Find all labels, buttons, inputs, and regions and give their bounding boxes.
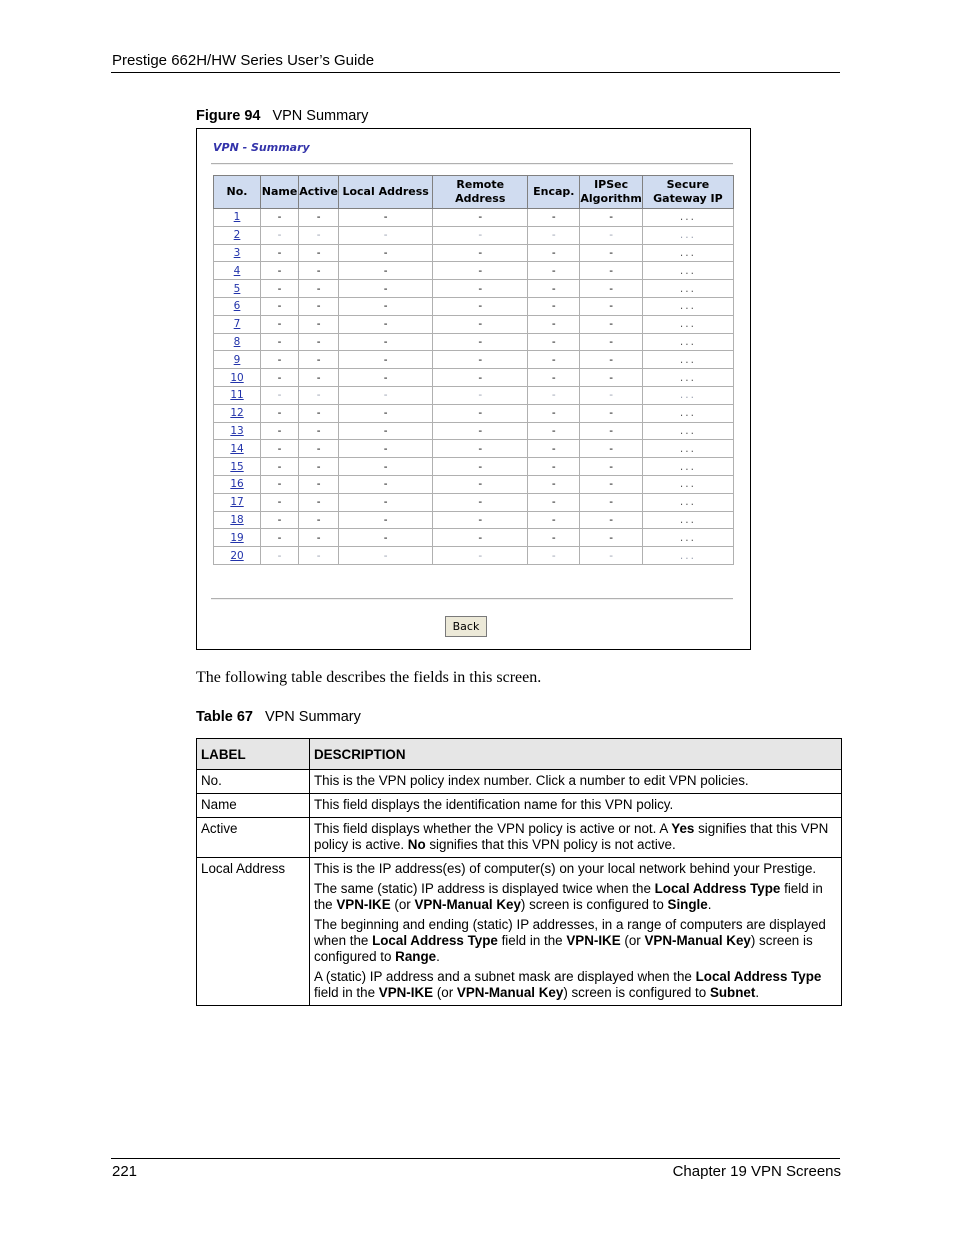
description-row xyxy=(197,794,842,818)
vpn-row xyxy=(214,386,734,404)
local-address-cell: - xyxy=(339,493,433,511)
policy-number-cell xyxy=(214,226,261,244)
remote-address-cell: - xyxy=(433,226,528,244)
col-remote-address: Remote Address xyxy=(433,176,528,209)
col-ipsec-algorithm: IPSec Algorithm xyxy=(580,176,643,209)
encap-cell: - xyxy=(528,333,580,351)
encap-cell: - xyxy=(528,529,580,547)
gateway-cell: ... xyxy=(642,475,733,493)
remote-address-cell: - xyxy=(433,458,528,476)
vpn-row xyxy=(214,404,734,422)
col-local-address: Local Address xyxy=(339,176,433,209)
local-address-cell: - xyxy=(339,333,433,351)
policy-number-link[interactable]: 1 xyxy=(233,211,241,224)
active-cell: - xyxy=(299,280,339,298)
name-cell: - xyxy=(261,529,299,547)
name-cell: - xyxy=(261,440,299,458)
policy-number-cell xyxy=(214,209,261,227)
encap-cell: - xyxy=(528,351,580,369)
encap-cell: - xyxy=(528,511,580,529)
ipsec-cell: - xyxy=(580,280,643,298)
policy-number-cell xyxy=(214,315,261,333)
vpn-row xyxy=(214,547,734,565)
active-cell: - xyxy=(299,547,339,565)
name-cell: - xyxy=(261,351,299,369)
gateway-cell: ... xyxy=(642,547,733,565)
local-address-cell: - xyxy=(339,226,433,244)
local-address-cell: - xyxy=(339,244,433,262)
vpn-row xyxy=(214,493,734,511)
policy-number-link[interactable]: 10 xyxy=(230,371,244,384)
remote-address-cell: - xyxy=(433,280,528,298)
field-label: Local Address xyxy=(197,858,310,1006)
ipsec-cell: - xyxy=(580,547,643,565)
policy-number-link[interactable]: 9 xyxy=(233,353,241,366)
policy-number-cell xyxy=(214,280,261,298)
col-no: No. xyxy=(214,176,261,209)
local-address-cell: - xyxy=(339,440,433,458)
ipsec-cell: - xyxy=(580,297,643,315)
vpn-row xyxy=(214,369,734,387)
active-cell: - xyxy=(299,209,339,227)
local-address-cell: - xyxy=(339,404,433,422)
active-cell: - xyxy=(299,404,339,422)
active-cell: - xyxy=(299,493,339,511)
policy-number-cell xyxy=(214,386,261,404)
encap-cell: - xyxy=(528,422,580,440)
vpn-summary-screenshot xyxy=(196,128,751,650)
encap-cell: - xyxy=(528,297,580,315)
screen-title: VPN - Summary xyxy=(213,141,310,154)
gateway-cell: ... xyxy=(642,386,733,404)
policy-number-cell xyxy=(214,547,261,565)
local-address-cell: - xyxy=(339,369,433,387)
encap-cell: - xyxy=(528,404,580,422)
policy-number-cell xyxy=(214,404,261,422)
local-address-cell: - xyxy=(339,297,433,315)
col-description: DESCRIPTION xyxy=(310,739,842,770)
ipsec-cell: - xyxy=(580,386,643,404)
vpn-row xyxy=(214,422,734,440)
name-cell: - xyxy=(261,458,299,476)
active-cell: - xyxy=(299,529,339,547)
ipsec-cell: - xyxy=(580,333,643,351)
policy-number-cell xyxy=(214,493,261,511)
name-cell: - xyxy=(261,386,299,404)
policy-number-cell xyxy=(214,529,261,547)
policy-number-cell xyxy=(214,351,261,369)
gateway-cell: ... xyxy=(642,333,733,351)
active-cell: - xyxy=(299,244,339,262)
encap-cell: - xyxy=(528,280,580,298)
vpn-row xyxy=(214,529,734,547)
local-address-cell: - xyxy=(339,529,433,547)
local-address-cell: - xyxy=(339,386,433,404)
gateway-cell: ... xyxy=(642,529,733,547)
ipsec-cell: - xyxy=(580,369,643,387)
gateway-cell: ... xyxy=(642,280,733,298)
name-cell: - xyxy=(261,422,299,440)
vpn-row xyxy=(214,297,734,315)
remote-address-cell: - xyxy=(433,333,528,351)
local-address-cell: - xyxy=(339,511,433,529)
encap-cell: - xyxy=(528,547,580,565)
gateway-cell: ... xyxy=(642,262,733,280)
active-cell: - xyxy=(299,333,339,351)
active-cell: - xyxy=(299,386,339,404)
name-cell: - xyxy=(261,297,299,315)
description-paragraph: This field displays the identification name for this VPN policy. xyxy=(314,797,674,812)
vpn-row xyxy=(214,262,734,280)
policy-number-cell xyxy=(214,440,261,458)
figure-caption xyxy=(196,108,368,124)
ipsec-cell: - xyxy=(580,475,643,493)
policy-number-link[interactable]: 8 xyxy=(233,335,241,348)
vpn-row xyxy=(214,440,734,458)
gateway-cell: ... xyxy=(642,369,733,387)
encap-cell: - xyxy=(528,315,580,333)
gateway-cell: ... xyxy=(642,209,733,227)
name-cell: - xyxy=(261,369,299,387)
remote-address-cell: - xyxy=(433,440,528,458)
name-cell: - xyxy=(261,262,299,280)
name-cell: - xyxy=(261,475,299,493)
remote-address-cell: - xyxy=(433,493,528,511)
field-description xyxy=(310,770,842,794)
description-paragraph: The beginning and ending (static) IP addresses, in a range of computers are displayed when the Local Address Type field in the VPN-IKE (or VPN-Manual Key) screen is configured to Range. xyxy=(314,917,826,964)
policy-number-link[interactable]: 7 xyxy=(233,318,241,331)
page-footer xyxy=(111,1158,840,1181)
vpn-row xyxy=(214,209,734,227)
gateway-cell: ... xyxy=(642,458,733,476)
col-active: Active xyxy=(299,176,339,209)
policy-number-link[interactable]: 18 xyxy=(230,513,244,526)
gateway-cell: ... xyxy=(642,440,733,458)
policy-number-cell xyxy=(214,333,261,351)
policy-number-link[interactable]: 6 xyxy=(233,300,241,313)
remote-address-cell: - xyxy=(433,262,528,280)
ipsec-cell: - xyxy=(580,262,643,280)
encap-cell: - xyxy=(528,386,580,404)
local-address-cell: - xyxy=(339,262,433,280)
description-paragraph: The same (static) IP address is displayed twice when the Local Address Type field in the VPN-IKE (or VPN-Manual Key) screen is configured to Single. xyxy=(314,881,823,912)
name-cell: - xyxy=(261,547,299,565)
vpn-row xyxy=(214,315,734,333)
remote-address-cell: - xyxy=(433,369,528,387)
vpn-row xyxy=(214,333,734,351)
ipsec-cell: - xyxy=(580,244,643,262)
gateway-cell: ... xyxy=(642,493,733,511)
name-cell: - xyxy=(261,280,299,298)
ipsec-cell: - xyxy=(580,511,643,529)
remote-address-cell: - xyxy=(433,209,528,227)
policy-number-cell xyxy=(214,511,261,529)
local-address-cell: - xyxy=(339,475,433,493)
encap-cell: - xyxy=(528,475,580,493)
page-number: 221 xyxy=(112,1163,138,1180)
description-row xyxy=(197,770,842,794)
ipsec-cell: - xyxy=(580,404,643,422)
figure-title: VPN Summary xyxy=(272,108,369,124)
policy-number-link[interactable]: 3 xyxy=(233,246,241,259)
ipsec-cell: - xyxy=(580,458,643,476)
local-address-cell: - xyxy=(339,315,433,333)
col-secure-gateway-ip: Secure Gateway IP xyxy=(642,176,733,209)
remote-address-cell: - xyxy=(433,351,528,369)
ipsec-cell: - xyxy=(580,529,643,547)
gateway-cell: ... xyxy=(642,422,733,440)
active-cell: - xyxy=(299,262,339,280)
active-cell: - xyxy=(299,297,339,315)
name-cell: - xyxy=(261,404,299,422)
policy-number-link[interactable]: 20 xyxy=(230,549,244,562)
local-address-cell: - xyxy=(339,351,433,369)
description-row xyxy=(197,818,842,858)
col-name: Name xyxy=(261,176,299,209)
name-cell: - xyxy=(261,511,299,529)
policy-number-link[interactable]: 14 xyxy=(230,442,244,455)
name-cell: - xyxy=(261,226,299,244)
table-number: Table 67 xyxy=(196,709,253,725)
encap-cell: - xyxy=(528,458,580,476)
col-label: LABEL xyxy=(197,739,310,770)
description-table xyxy=(196,738,842,1006)
encap-cell: - xyxy=(528,440,580,458)
active-cell: - xyxy=(299,315,339,333)
ipsec-cell: - xyxy=(580,493,643,511)
table-caption xyxy=(196,709,361,725)
remote-address-cell: - xyxy=(433,475,528,493)
name-cell: - xyxy=(261,209,299,227)
policy-number-link[interactable]: 4 xyxy=(233,264,241,277)
ipsec-cell: - xyxy=(580,315,643,333)
field-label: Name xyxy=(197,794,310,818)
remote-address-cell: - xyxy=(433,404,528,422)
policy-number-link[interactable]: 15 xyxy=(230,460,244,473)
local-address-cell: - xyxy=(339,422,433,440)
vpn-row xyxy=(214,244,734,262)
encap-cell: - xyxy=(528,226,580,244)
policy-number-cell xyxy=(214,244,261,262)
active-cell: - xyxy=(299,351,339,369)
description-paragraph: This field displays whether the VPN policy is active or not. A Yes signifies that this VPN policy is active. No signifies that this VPN policy is not active. xyxy=(314,821,829,852)
gateway-cell: ... xyxy=(642,351,733,369)
figure-number: Figure 94 xyxy=(196,108,261,124)
policy-number-cell xyxy=(214,262,261,280)
description-table-header xyxy=(197,739,842,770)
remote-address-cell: - xyxy=(433,315,528,333)
field-description xyxy=(310,818,842,858)
chapter-title: Chapter 19 VPN Screens xyxy=(672,1163,841,1180)
policy-number-link[interactable]: 19 xyxy=(230,531,244,544)
active-cell: - xyxy=(299,369,339,387)
remote-address-cell: - xyxy=(433,297,528,315)
divider xyxy=(211,598,733,600)
vpn-row xyxy=(214,511,734,529)
field-label: No. xyxy=(197,770,310,794)
active-cell: - xyxy=(299,226,339,244)
policy-number-link[interactable]: 12 xyxy=(230,407,244,420)
policy-number-link[interactable]: 5 xyxy=(233,282,241,295)
intro-text: The following table describes the fields in this screen. xyxy=(196,669,542,686)
gateway-cell: ... xyxy=(642,315,733,333)
local-address-cell: - xyxy=(339,547,433,565)
guide-title: Prestige 662H/HW Series User’s Guide xyxy=(112,52,375,69)
policy-number-cell xyxy=(214,422,261,440)
policy-number-cell xyxy=(214,297,261,315)
vpn-row xyxy=(214,458,734,476)
gateway-cell: ... xyxy=(642,244,733,262)
encap-cell: - xyxy=(528,262,580,280)
vpn-summary-table xyxy=(213,175,734,565)
policy-number-link[interactable]: 13 xyxy=(230,424,244,437)
description-row xyxy=(197,858,842,1006)
vpn-row xyxy=(214,475,734,493)
col-encap: Encap. xyxy=(528,176,580,209)
table-title: VPN Summary xyxy=(264,709,361,725)
vpn-row xyxy=(214,351,734,369)
vpn-table-header xyxy=(214,176,734,209)
policy-number-link[interactable]: 11 xyxy=(230,389,244,402)
active-cell: - xyxy=(299,440,339,458)
vpn-row xyxy=(214,280,734,298)
divider xyxy=(211,163,733,165)
encap-cell: - xyxy=(528,369,580,387)
remote-address-cell: - xyxy=(433,547,528,565)
gateway-cell: ... xyxy=(642,226,733,244)
ipsec-cell: - xyxy=(580,422,643,440)
ipsec-cell: - xyxy=(580,209,643,227)
gateway-cell: ... xyxy=(642,297,733,315)
name-cell: - xyxy=(261,315,299,333)
remote-address-cell: - xyxy=(433,244,528,262)
ipsec-cell: - xyxy=(580,351,643,369)
policy-number-link[interactable]: 16 xyxy=(230,478,244,491)
back-button[interactable]: Back xyxy=(445,616,487,637)
description-paragraph: This is the VPN policy index number. Click a number to edit VPN policies. xyxy=(314,773,749,788)
remote-address-cell: - xyxy=(433,422,528,440)
remote-address-cell: - xyxy=(433,511,528,529)
gateway-cell: ... xyxy=(642,511,733,529)
active-cell: - xyxy=(299,475,339,493)
policy-number-cell xyxy=(214,475,261,493)
policy-number-cell xyxy=(214,458,261,476)
local-address-cell: - xyxy=(339,280,433,298)
active-cell: - xyxy=(299,422,339,440)
remote-address-cell: - xyxy=(433,529,528,547)
policy-number-cell xyxy=(214,369,261,387)
policy-number-link[interactable]: 17 xyxy=(230,496,244,509)
name-cell: - xyxy=(261,333,299,351)
description-paragraph: A (static) IP address and a subnet mask are displayed when the Local Address Type field in the VPN-IKE (or VPN-Manual Key) screen is configured to Subnet. xyxy=(314,969,822,1000)
encap-cell: - xyxy=(528,209,580,227)
encap-cell: - xyxy=(528,493,580,511)
field-label: Active xyxy=(197,818,310,858)
field-description xyxy=(310,858,842,1006)
ipsec-cell: - xyxy=(580,440,643,458)
remote-address-cell: - xyxy=(433,386,528,404)
active-cell: - xyxy=(299,458,339,476)
local-address-cell: - xyxy=(339,458,433,476)
encap-cell: - xyxy=(528,244,580,262)
field-description xyxy=(310,794,842,818)
vpn-row xyxy=(214,226,734,244)
policy-number-link[interactable]: 2 xyxy=(233,229,241,242)
active-cell: - xyxy=(299,511,339,529)
local-address-cell: - xyxy=(339,209,433,227)
name-cell: - xyxy=(261,493,299,511)
name-cell: - xyxy=(261,244,299,262)
description-paragraph: This is the IP address(es) of computer(s) on your local network behind your Prestige. xyxy=(314,861,817,876)
page-header xyxy=(111,52,840,73)
ipsec-cell: - xyxy=(580,226,643,244)
gateway-cell: ... xyxy=(642,404,733,422)
